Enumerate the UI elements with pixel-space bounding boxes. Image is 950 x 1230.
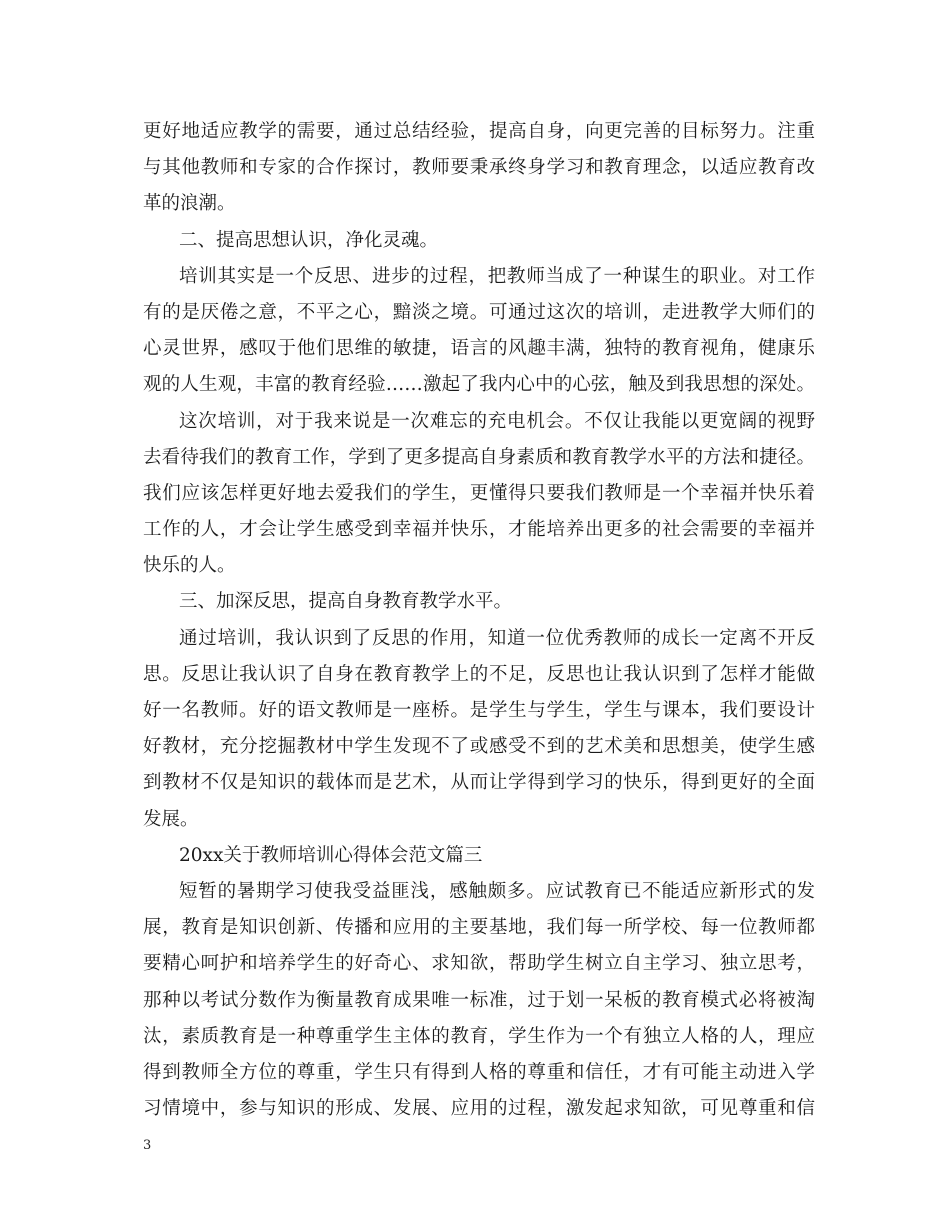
text-line: 这次培训，对于我来说是一次难忘的充电机会。不仅让我能以更宽阔的视野 (179, 410, 815, 432)
text-line: 更好地适应教学的需要，通过总结经验，提高自身，向更完善的目标努力。注重 (143, 121, 815, 142)
text-line: 去看待我们的教育工作，学到了更多提高自身素质和教育教学水平的方法和捷径。 (143, 446, 815, 468)
text-line: 展，教育是知识创新、传播和应用的主要基地，我们每一所学校、每一位教师都 (143, 917, 815, 939)
text-line: 习情境中，参与知识的形成、发展、应用的过程，激发起求知欲，可见尊重和信 (143, 1098, 815, 1120)
text-line: 与其他教师和专家的合作探讨，教师要秉承终身学习和教育理念，以适应教育改 (143, 157, 815, 179)
text-line: 革的浪潮。 (143, 193, 236, 215)
text-line: 那种以考试分数作为衡量教育成果唯一标准，过于划一呆板的教育模式必将被淘 (143, 989, 815, 1011)
text-line: 短暂的暑期学习使我受益匪浅，感触颇多。应试教育已不能适应新形式的发 (179, 880, 815, 902)
text-line: 思。反思让我认识了自身在教育教学上的不足，反思也让我认识到了怎样才能做 (143, 663, 815, 685)
text-line: 汰，素质教育是一种尊重学生主体的教育，学生作为一个有独立人格的人，理应 (143, 1025, 815, 1047)
text-line: 发展。 (143, 808, 199, 830)
text-line: 通过培训，我认识到了反思的作用，知道一位优秀教师的成长一定离不开反 (179, 627, 815, 649)
text-line: 好一名教师。好的语文教师是一座桥。是学生与学生，学生与课本，我们要设计 (143, 700, 815, 721)
text-line: 到教材不仅是知识的载体而是艺术，从而让学得到学习的快乐，得到更好的全面 (143, 772, 815, 794)
section-heading: 三、加深反思，提高自身教育教学水平。 (179, 591, 513, 613)
text-line: 心灵世界，感叹于他们思维的敏捷，语言的风趣丰满，独特的教育视角，健康乐 (143, 338, 815, 360)
article-title: 20xx关于教师培训心得体会范文篇三 (179, 844, 483, 866)
text-line: 工作的人，才会让学生感受到幸福并快乐，才能培养出更多的社会需要的幸福并 (143, 519, 815, 541)
section-heading: 二、提高思想认识，净化灵魂。 (179, 229, 439, 251)
text-line: 有的是厌倦之意，不平之心，黯淡之境。可通过这次的培训，走进教学大师们的 (143, 301, 815, 323)
text-line: 我们应该怎样更好地去爱我们的学生，更懂得只要我们教师是一个幸福并快乐着 (143, 482, 815, 504)
text-line: 得到教师全方位的尊重，学生只有得到人格的尊重和信任，才有可能主动进入学 (143, 1061, 815, 1083)
text-line: 要精心呵护和培养学生的好奇心、求知欲，帮助学生树立自主学习、独立思考， (143, 953, 815, 975)
document-body (143, 114, 815, 1127)
text-line: 观的人生观，丰富的教育经验……激起了我内心中的心弦，触及到我思想的深处。 (143, 374, 815, 396)
page-number: 3 (143, 1138, 152, 1153)
text-line: 好教材，充分挖掘教材中学生发现不了或感受不到的艺术美和思想美，使学生感 (143, 736, 815, 758)
text-line: 培训其实是一个反思、进步的过程，把教师当成了一种谋生的职业。对工作 (179, 265, 815, 287)
text-line: 快乐的人。 (143, 555, 236, 577)
